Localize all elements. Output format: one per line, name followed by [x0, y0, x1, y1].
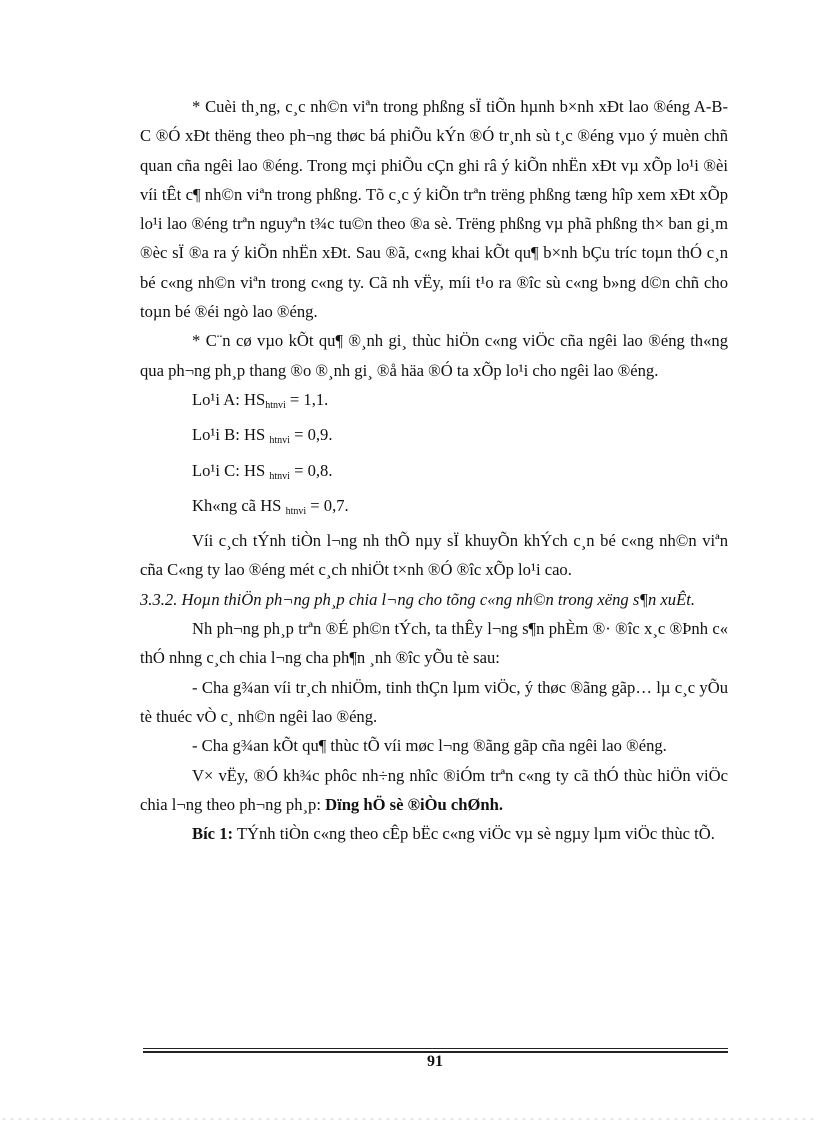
paragraph-graphic-scale: * C¨n cø vµo kÕt qu¶ ®¸nh gi¸ thùc hiÖn c«ng viÖc cña ngêi lao ®éng th«ng qua ph¬ng ph¸p thang ®o ®¸nh gi¸ ®å häa ®Ó ta xÕp lo¹i cho ngêi lao ®éng.: [140, 331, 728, 380]
paragraph-method: V× vËy, ®Ó kh¾c phôc nh÷ng nhîc ®iÓm trªn c«ng ty cã thÓ thùc hiÖn viÖc chia l¬ng theo ph¬ng ph¸p: Dïng hÖ sè ®iÒu chØnh.: [140, 765, 728, 814]
bullet-item: - Cha g¾an víi tr¸ch nhiÖm, tinh thÇn lµm viÖc, ý thøc ®ãng gãp… lµ c¸c yÕu tè thuéc vÒ c¸ nh©n ngêi lao ®éng.: [140, 677, 728, 726]
paragraph-analysis: Nh ph¬ng ph¸p trªn ®É ph©n tÝch, ta thÊy l¬ng s¶n phÈm ®· ®îc x¸c ®Þnh c« thÓ nhng c¸ch chia l¬ng cha ph¶n ¸nh ®îc yÕu tè sau:: [140, 619, 728, 668]
section-heading: 3.3.2. Hoµn thiÖn ph¬ng ph¸p chia l¬ng cho tõng c«ng nh©n trong xëng s¶n xuÊt.: [140, 589, 695, 609]
footer-divider-thin: [143, 1048, 728, 1049]
paragraph-encouragement: Víi c¸ch tÝnh tiÒn l¬ng nh thÕ nµy sÏ khuyÕn khÝch c¸n bé c«ng nh©n viªn cña C«ng ty lao ®éng mét c¸ch nhiÖt t×nh ®Ó ®îc xÕp lo¹i cao.: [140, 531, 728, 580]
rating-line-none: Kh«ng cã HS $_{htnvi}$ = 0,7.: [192, 495, 349, 517]
rating-line-c: Lo¹i C: HS $_{htnvi}$ = 0,8.: [192, 460, 333, 482]
paragraph-step-1: Bíc 1: TÝnh tiÒn c«ng theo cÊp bËc c«ng viÖc vµ sè ngµy lµm viÖc thùc tÕ.: [192, 824, 715, 844]
page-number: 91: [427, 1053, 443, 1070]
body-text: [140, 92, 728, 848]
rating-line-a: Lo¹i A: $HS_{htnvi} = 1,1$.: [192, 389, 329, 411]
page-edge-dotted-line: [0, 1118, 816, 1120]
paragraph-evaluation-voting: * Cuèi th¸ng, c¸c nh©n viªn trong phßng sÏ tiÕn hµnh b×nh xÐt lao ®éng A-B-C ®Ó xÐt thëng theo ph¬ng thøc bá phiÕu kÝn ®Ó tr¸nh sù t¸c ®éng vµo ý muèn chñ quan cña ngêi lao ®éng. Trong mçi phiÕu cÇn ghi râ ý kiÕn nhËn xÐt vµ xÕp lo¹i ®èi víi tÊt c¶ nh©n viªn trong phßng. Tõ c¸c ý kiÕn trªn trëng phßng tæng hîp xem xÐt xÕp lo¹i lao ®éng trªn nguyªn t¾c tu©n theo ®a sè. Trëng phßng vµ phã phßng th× ban gi¸m ®èc sÏ ®a ra ý kiÕn nhËn xÐt. Sau ®ã, c«ng khai kÕt qu¶ b×nh bÇu tríc toµn thÓ c¸n bé c«ng nh©n viªn trong c«ng ty. Cã nh vËy, míi t¹o ra ®îc sù c«ng b»ng d©n chñ cho toµn bé ®éi ngò lao ®éng.: [140, 97, 728, 322]
bullet-item: - Cha g¾an kÕt qu¶ thùc tÕ víi møc l¬ng ®ãng gãp cña ngêi lao ®éng.: [192, 736, 667, 756]
rating-line-b: Lo¹i B: HS $_{htnvi}$ = 0,9.: [192, 425, 333, 447]
